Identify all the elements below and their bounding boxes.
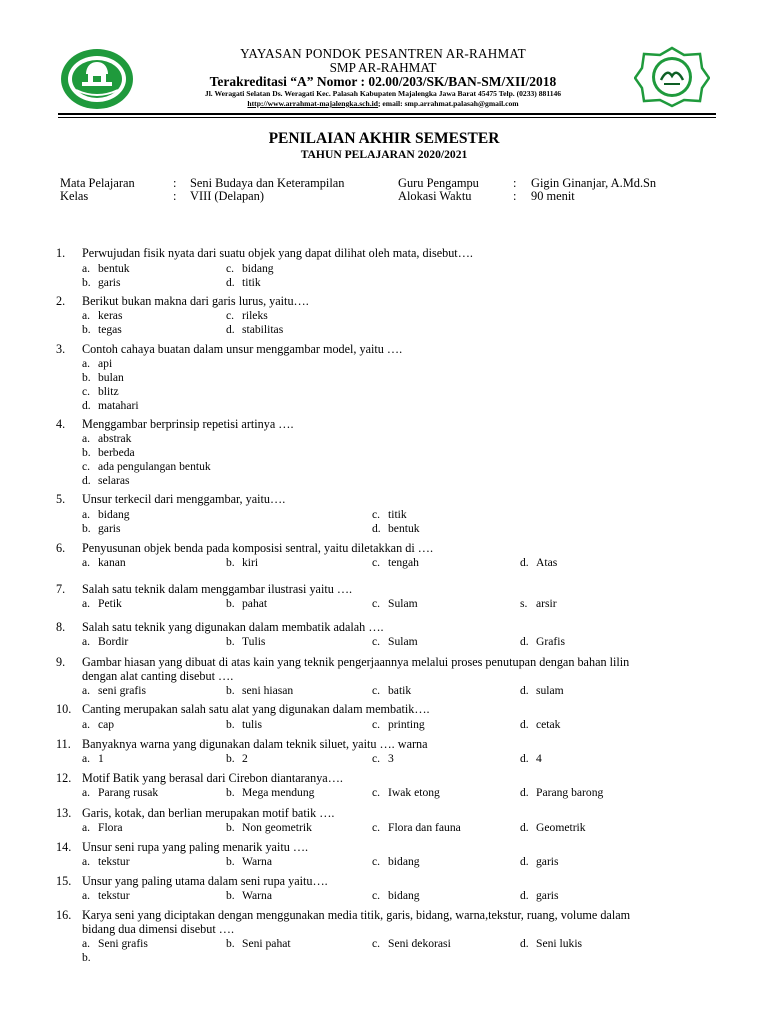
option-letter: d.: [82, 474, 91, 487]
option-text: garis: [536, 889, 559, 902]
question-text: Salah satu teknik yang digunakan dalam membatik adalah ….: [82, 620, 384, 634]
option-text: Bordir: [98, 635, 129, 648]
option-letter: a.: [82, 889, 91, 902]
question-text: Garis, kotak, dan berlian merupakan motif batik ….: [82, 806, 335, 820]
option-text: tengah: [388, 556, 419, 569]
option-letter: b.: [226, 786, 235, 799]
answer-option: [82, 262, 130, 275]
class-colon: :: [173, 189, 177, 203]
option-letter: b.: [226, 855, 235, 868]
answer-option: [226, 556, 258, 569]
option-letter: b.: [82, 323, 91, 336]
question-number: 1.: [56, 246, 66, 260]
option-letter: b.: [226, 718, 235, 731]
option-letter: b.: [82, 371, 91, 384]
option-letter: c.: [82, 385, 91, 398]
question-number: 14.: [56, 840, 72, 854]
question-number: 8.: [56, 620, 66, 634]
option-text: tulis: [242, 718, 262, 731]
answer-option: [520, 821, 586, 834]
question-number: 16.: [56, 908, 72, 922]
answer-option: [520, 752, 542, 765]
option-text: abstrak: [98, 432, 132, 445]
option-letter: d.: [520, 821, 529, 834]
option-letter: b.: [226, 635, 235, 648]
option-letter: c.: [372, 684, 381, 697]
answer-option: [226, 323, 283, 336]
option-text: keras: [98, 309, 123, 322]
option-letter: c.: [372, 937, 381, 950]
option-letter: a.: [82, 786, 91, 799]
answer-option: [226, 855, 272, 868]
question-text: Karya seni yang diciptakan dengan menggunakan media titik, garis, bidang, warna,tekstur, ruang, volume dalam: [82, 908, 631, 922]
answer-option: [82, 556, 126, 569]
class-label: Kelas: [60, 189, 89, 203]
time-value: 90 menit: [531, 189, 575, 203]
option-letter: d.: [520, 889, 529, 902]
time-colon: :: [513, 189, 517, 203]
option-text: api: [98, 357, 113, 370]
option-text: bentuk: [98, 262, 130, 275]
option-text: Tulis: [242, 635, 266, 648]
question-text: Unsur seni rupa yang paling menarik yaitu ….: [82, 840, 309, 854]
option-letter: b.: [226, 684, 235, 697]
option-letter: b.: [82, 951, 91, 964]
answer-option: [82, 276, 121, 289]
question-number: 6.: [56, 541, 66, 555]
answer-option: [82, 821, 122, 834]
option-letter: a.: [82, 937, 91, 950]
option-letter: c.: [82, 460, 91, 473]
option-text: pahat: [242, 597, 268, 610]
option-letter: a.: [82, 597, 91, 610]
answer-option: [372, 889, 420, 902]
option-letter: c.: [226, 262, 235, 275]
exam-title: PENILAIAN AKHIR SEMESTER: [268, 130, 500, 147]
question-number: 11.: [56, 737, 71, 751]
option-letter: b.: [82, 522, 91, 535]
header-divider-thick: [58, 113, 716, 115]
option-text: selaras: [98, 474, 130, 487]
question-text-continued: bidang dua dimensi disebut ….: [82, 922, 234, 936]
answer-option: [82, 635, 128, 648]
answer-option: [82, 597, 122, 610]
answer-option: [82, 889, 130, 902]
question-text: Berikut bukan makna dari garis lurus, yaitu….: [82, 294, 309, 308]
option-letter: d.: [226, 276, 235, 289]
answer-option: [372, 508, 407, 521]
option-letter: d.: [226, 323, 235, 336]
option-text: Flora dan fauna: [388, 821, 461, 834]
question-text: Banyaknya warna yang digunakan dalam teknik siluet, yaitu …. warna: [82, 737, 428, 751]
header-divider-thin: [58, 117, 716, 118]
answer-option: [520, 889, 559, 902]
option-text: 1: [98, 752, 104, 765]
option-letter: d.: [82, 399, 91, 412]
question-number: 4.: [56, 417, 66, 431]
option-text: matahari: [98, 399, 139, 412]
subject-label: Mata Pelajaran: [60, 176, 135, 190]
option-letter: a.: [82, 821, 91, 834]
option-letter: a.: [82, 357, 91, 370]
option-text: seni grafis: [98, 684, 146, 697]
option-text: Grafis: [536, 635, 565, 648]
option-letter: c.: [372, 635, 381, 648]
option-letter: b.: [226, 937, 235, 950]
option-letter: c.: [372, 597, 381, 610]
option-text: berbeda: [98, 446, 135, 459]
option-text: cetak: [536, 718, 561, 731]
option-letter: d.: [520, 937, 529, 950]
option-text: 3: [388, 752, 394, 765]
option-letter: a.: [82, 855, 91, 868]
option-text: bidang: [388, 855, 420, 868]
option-letter: c.: [372, 752, 381, 765]
option-letter: c.: [372, 855, 381, 868]
option-letter: a.: [82, 752, 91, 765]
option-text: Parang rusak: [98, 786, 159, 799]
answer-option: [372, 556, 419, 569]
answer-option: [372, 821, 461, 834]
answer-option: [82, 399, 139, 412]
option-text: tegas: [98, 323, 122, 336]
question-text: Motif Batik yang berasal dari Cirebon diantaranya….: [82, 771, 343, 785]
foundation-name: YAYASAN PONDOK PESANTREN AR-RAHMAT: [240, 46, 526, 61]
answer-option: [82, 855, 130, 868]
answer-option: [372, 597, 418, 610]
option-text: kanan: [98, 556, 126, 569]
answer-option: [226, 821, 312, 834]
school-name: SMP AR-RAHMAT: [329, 60, 437, 75]
question-number: 12.: [56, 771, 72, 785]
question-text: Perwujudan fisik nyata dari suatu objek yang dapat dilihat oleh mata, disebut….: [82, 246, 473, 260]
option-text: 2: [242, 752, 248, 765]
option-text: bidang: [98, 508, 130, 521]
answer-option: [82, 684, 146, 697]
answer-option: [82, 508, 130, 521]
option-text: Atas: [536, 556, 558, 569]
option-letter: a.: [82, 684, 91, 697]
option-text: Sulam: [388, 597, 418, 610]
option-text: garis: [98, 276, 121, 289]
option-text: bentuk: [388, 522, 420, 535]
question-number: 13.: [56, 806, 72, 820]
answer-option: [372, 752, 394, 765]
option-text: cap: [98, 718, 115, 731]
answer-option: [82, 385, 119, 398]
option-letter: s.: [520, 597, 528, 610]
answer-option: [82, 951, 98, 964]
option-text: Seni grafis: [98, 937, 148, 950]
time-label: Alokasi Waktu: [398, 189, 472, 203]
option-text: Non geometrik: [242, 821, 312, 834]
question-text: Salah satu teknik dalam menggambar ilustrasi yaitu ….: [82, 582, 353, 596]
option-letter: d.: [372, 522, 381, 535]
answer-option: [226, 276, 261, 289]
answer-option: [82, 357, 112, 370]
exam-year: TAHUN PELAJARAN 2020/2021: [300, 148, 468, 161]
answer-option: [520, 684, 564, 697]
option-text: stabilitas: [242, 323, 284, 336]
option-text: batik: [388, 684, 412, 697]
option-letter: b.: [226, 752, 235, 765]
answer-option: [226, 597, 267, 610]
option-letter: c.: [372, 718, 381, 731]
teacher-label: Guru Pengampu: [398, 176, 479, 190]
option-letter: a.: [82, 556, 91, 569]
answer-option: [520, 556, 557, 569]
option-letter: d.: [520, 855, 529, 868]
answer-option: [520, 597, 557, 610]
option-letter: b.: [226, 889, 235, 902]
answer-option: [82, 786, 158, 799]
question-text: Contoh cahaya buatan dalam unsur menggambar model, yaitu ….: [82, 342, 403, 356]
answer-option: [226, 718, 262, 731]
option-letter: d.: [520, 718, 529, 731]
option-text: Seni pahat: [242, 937, 291, 950]
option-letter: a.: [82, 432, 91, 445]
option-text: kiri: [242, 556, 259, 569]
answer-option: [82, 522, 121, 535]
option-letter: b.: [226, 597, 235, 610]
answer-option: [82, 752, 104, 765]
option-letter: a.: [82, 635, 91, 648]
answer-option: [82, 309, 122, 322]
answer-option: [372, 786, 440, 799]
question-text: Unsur yang paling utama dalam seni rupa yaitu….: [82, 874, 328, 888]
option-text: arsir: [536, 597, 557, 610]
answer-option: [520, 786, 603, 799]
answer-option: [226, 937, 291, 950]
option-letter: a.: [82, 262, 91, 275]
answer-option: [372, 522, 420, 535]
option-letter: c.: [372, 821, 381, 834]
contact-line: [140, 99, 626, 108]
question-text-continued: dengan alat canting disebut ….: [82, 669, 234, 683]
option-text: tekstur: [98, 889, 130, 902]
answer-option: [82, 446, 135, 459]
option-letter: c.: [372, 508, 381, 521]
answer-option: [372, 635, 418, 648]
option-letter: a.: [82, 508, 91, 521]
answer-option: [372, 855, 420, 868]
school-address: Jl. Weragati Selatan Ds. Weragati Kec. Palasah Kabupaten Majalengka Jawa Barat 45475 Telp. (0233) 881146: [204, 89, 562, 98]
option-text: titik: [388, 508, 407, 521]
answer-option: [372, 718, 425, 731]
option-letter: b.: [82, 276, 91, 289]
answer-option: [82, 474, 130, 487]
answer-option: [82, 371, 124, 384]
question-text: Unsur terkecil dari menggambar, yaitu….: [82, 492, 286, 506]
option-text: Parang barong: [536, 786, 604, 799]
accreditation-text: Terakreditasi “A” Nomor : 02.00/203/SK/BAN-SM/XII/2018: [209, 74, 557, 89]
option-text: 4: [536, 752, 542, 765]
option-letter: a.: [82, 718, 91, 731]
option-letter: b.: [226, 556, 235, 569]
question-text: Penyusunan objek benda pada komposisi sentral, yaitu diletakkan di ….: [82, 541, 433, 555]
option-letter: c.: [226, 309, 235, 322]
answer-option: [226, 262, 274, 275]
answer-option: [82, 460, 211, 473]
option-letter: d.: [520, 684, 529, 697]
answer-option: [520, 855, 559, 868]
teacher-colon: :: [513, 176, 517, 190]
option-text: Seni lukis: [536, 937, 583, 950]
answer-option: [520, 937, 582, 950]
answer-option: [226, 635, 265, 648]
answer-option: [226, 684, 293, 697]
question-text: Gambar hiasan yang dibuat di atas kain yang teknik pengerjaannya melalui proses penutupan dengan bahan lilin: [82, 655, 630, 669]
question-number: 2.: [56, 294, 66, 308]
option-letter: b.: [226, 821, 235, 834]
subject-colon: :: [173, 176, 177, 190]
option-letter: c.: [372, 889, 381, 902]
question-number: 9.: [56, 655, 66, 669]
option-text: bidang: [242, 262, 274, 275]
school-logo-left: [60, 48, 134, 110]
answer-option: [520, 718, 560, 731]
question-number: 7.: [56, 582, 66, 596]
option-text: printing: [388, 718, 425, 731]
option-letter: d.: [520, 752, 529, 765]
school-logo-right: [634, 46, 710, 108]
answer-option: [372, 937, 451, 950]
answer-option: [226, 752, 248, 765]
answer-option: [226, 889, 272, 902]
answer-option: [226, 309, 268, 322]
option-text: sulam: [536, 684, 564, 697]
teacher-value: Gigin Ginanjar, A.Md.Sn: [531, 176, 657, 190]
option-text: Flora: [98, 821, 123, 834]
question-number: 10.: [56, 702, 72, 716]
option-letter: b.: [82, 446, 91, 459]
option-letter: d.: [520, 635, 529, 648]
option-text: bidang: [388, 889, 420, 902]
option-letter: c.: [372, 556, 381, 569]
class-value: VIII (Delapan): [190, 189, 264, 203]
option-text: Warna: [242, 855, 272, 868]
question-text: Canting merupakan salah satu alat yang digunakan dalam membatik….: [82, 702, 430, 716]
question-number: 15.: [56, 874, 72, 888]
option-text: garis: [536, 855, 559, 868]
option-text: bulan: [98, 371, 124, 384]
answer-option: [520, 635, 565, 648]
option-text: Iwak etong: [388, 786, 440, 799]
option-text: Mega mendung: [242, 786, 315, 799]
answer-option: [372, 684, 411, 697]
option-text: Sulam: [388, 635, 418, 648]
question-number: 5.: [56, 492, 66, 506]
option-text: ada pengulangan bentuk: [98, 460, 211, 473]
option-text: blitz: [98, 385, 119, 398]
question-number: 3.: [56, 342, 66, 356]
option-letter: d.: [520, 556, 529, 569]
option-text: titik: [242, 276, 261, 289]
option-text: Warna: [242, 889, 272, 902]
option-text: Geometrik: [536, 821, 586, 834]
email-text: ; email: smp.arrahmat.palasah@gmail.com: [378, 99, 519, 108]
subject-value: Seni Budaya dan Keterampilan: [190, 176, 345, 190]
option-text: garis: [98, 522, 121, 535]
answer-option: [82, 323, 122, 336]
answer-option: [82, 432, 131, 445]
option-letter: c.: [372, 786, 381, 799]
answer-option: [82, 718, 114, 731]
option-letter: d.: [520, 786, 529, 799]
website-link[interactable]: http://www.arrahmat-majalengka.sch.id: [247, 99, 378, 108]
question-text: Menggambar berprinsip repetisi artinya ….: [82, 417, 294, 431]
option-text: Petik: [98, 597, 122, 610]
option-text: seni hiasan: [242, 684, 294, 697]
answer-option: [226, 786, 314, 799]
answer-option: [82, 937, 148, 950]
option-text: rileks: [242, 309, 268, 322]
option-letter: a.: [82, 309, 91, 322]
option-text: Seni dekorasi: [388, 937, 451, 950]
option-text: tekstur: [98, 855, 130, 868]
